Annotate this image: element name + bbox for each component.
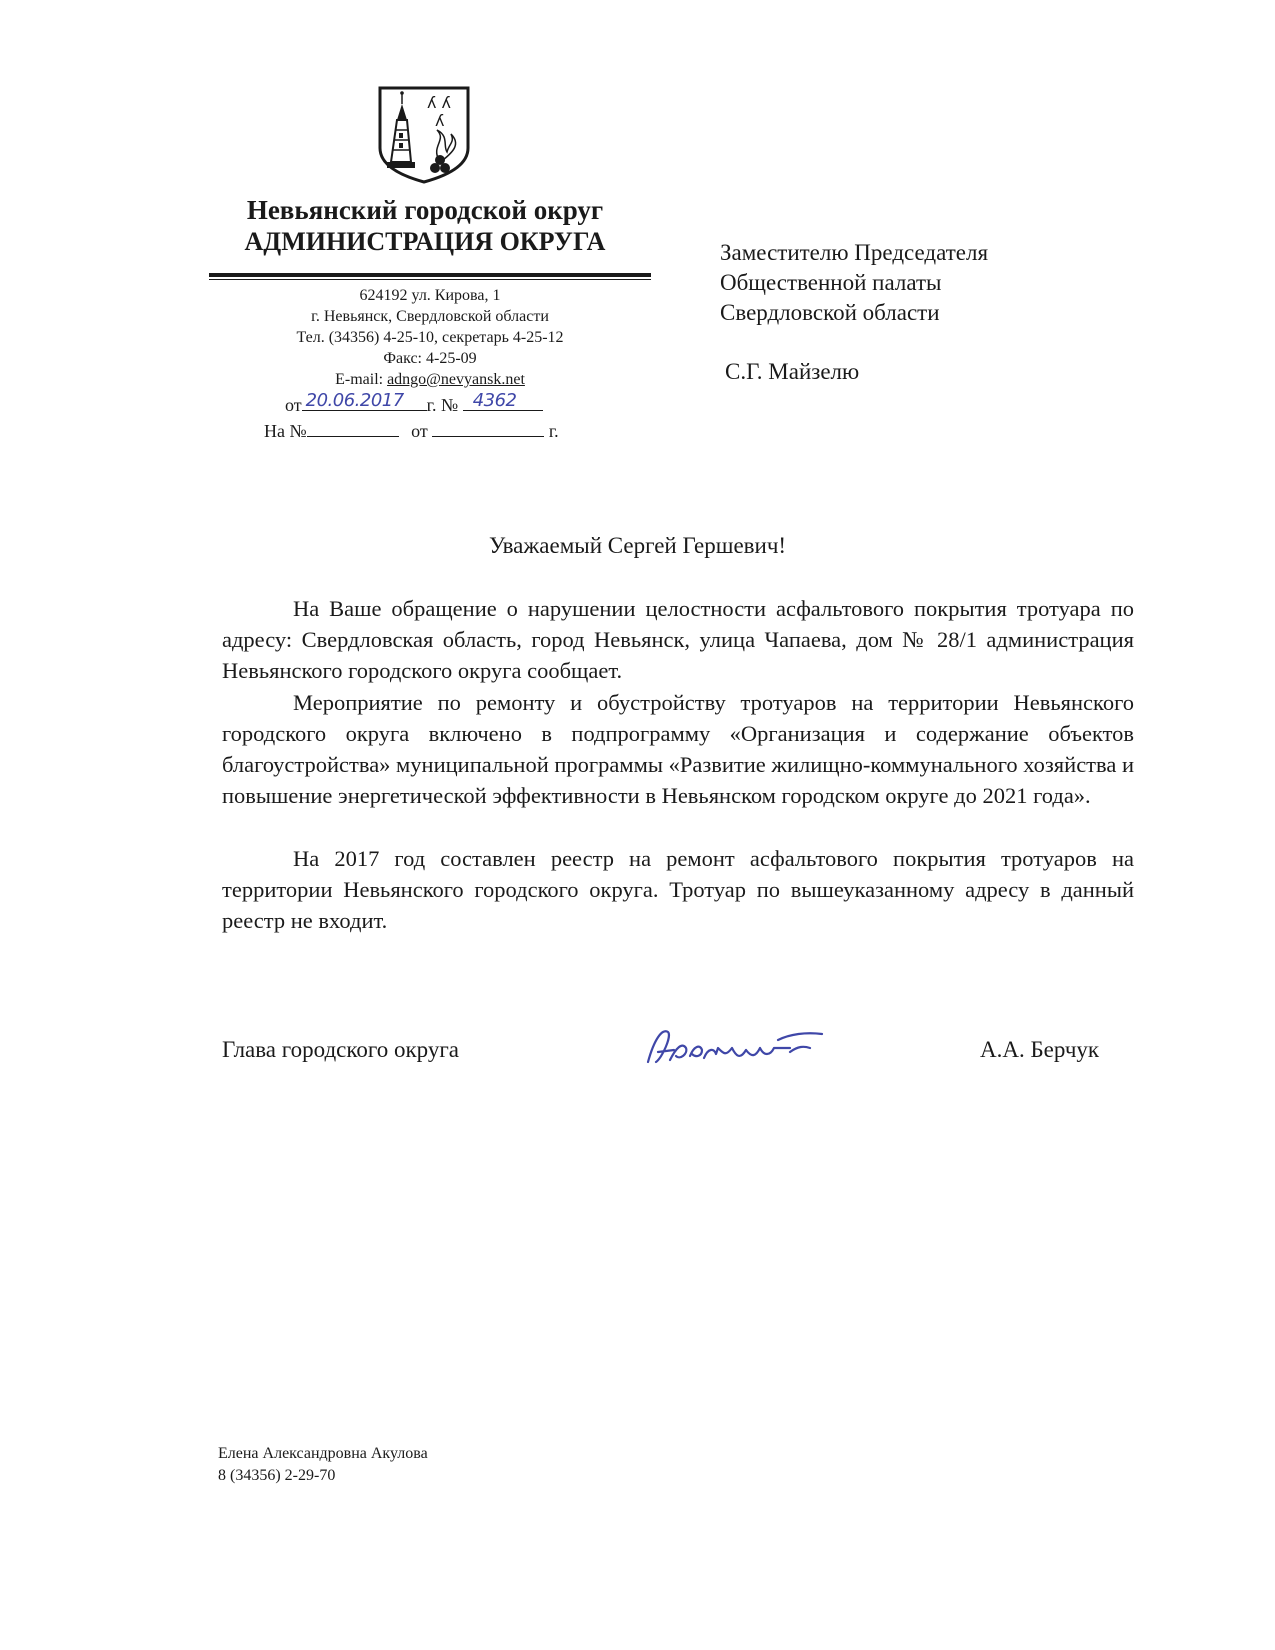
reply-year-suffix: г. — [548, 421, 559, 441]
email-link[interactable]: adngo@nevyansk.net — [387, 371, 525, 388]
reply-registration — [264, 418, 559, 442]
addressee-line-3: Свердловской области — [720, 300, 940, 325]
salutation: Уважаемый Сергей Гершевич! — [488, 533, 787, 558]
svg-text:ʎ: ʎ — [435, 111, 445, 130]
number-handwritten: 4362 — [472, 390, 517, 411]
addressee-name: С.Г. Майзелю — [725, 359, 860, 384]
header-rule-thin — [209, 279, 651, 280]
address-line-2: г. Невьянск, Свердловской области — [311, 308, 549, 325]
outgoing-registration — [285, 392, 543, 416]
header-rule-thick — [209, 273, 651, 277]
signatory-name: А.А. Берчук — [980, 1037, 1100, 1062]
date-handwritten: 20.06.2017 — [305, 390, 404, 411]
handwritten-signature-icon — [640, 1018, 830, 1074]
number-field — [463, 392, 543, 411]
coat-of-arms-icon — [377, 86, 471, 184]
email-label: E-mail: — [335, 371, 388, 388]
body-paragraph: На 2017 год составлен реестр на ремонт асфальтового покрытия тротуаров на территории Невьянского городского округа. Тротуар по вышеуказанному адресу в данный реестр не входит. — [222, 846, 1134, 933]
executor-name: Елена Александровна Акулова — [218, 1445, 428, 1462]
reply-number-field — [307, 418, 399, 437]
org-admin-title: АДМИНИСТРАЦИЯ ОКРУГА — [244, 227, 606, 256]
phone-line: Тел. (34356) 4-25-10, секретарь 4-25-12 — [296, 329, 564, 346]
date-field — [302, 392, 427, 411]
email-line — [250, 370, 610, 390]
org-name: Невьянский городской округ — [246, 195, 604, 225]
executor-phone: 8 (34356) 2-29-70 — [218, 1467, 336, 1484]
reply-date-field — [432, 418, 544, 437]
body-paragraph: На Ваше обращение о нарушении целостности асфальтового покрытия тротуара по адресу: Свердловская область, город Невьянск, улица Чапаева, дом № 28/1 администрация Невьянского городского округа сообщает. — [222, 596, 1134, 683]
reply-to-label: На № — [264, 421, 307, 441]
address-line-1: 624192 ул. Кирова, 1 — [359, 287, 501, 304]
reply-from-label: от — [411, 421, 428, 441]
addressee-line-2: Общественной палаты — [720, 270, 942, 295]
fax-line: Факс: 4-25-09 — [383, 350, 477, 367]
body-paragraph: Мероприятие по ремонту и обустройству тротуаров на территории Невьянского городского округа включено в подпрограмму «Организация и содержание объектов благоустройства» муниципальной программы «Развитие жилищно-коммунального хозяйства и повышение энергетической эффективности в Невьянском городском округе до 2021 года». — [222, 690, 1134, 808]
number-label: № — [441, 395, 459, 415]
from-prefix: от — [285, 395, 302, 415]
svg-text:ʎ ʎ: ʎ ʎ — [427, 93, 452, 112]
year-suffix: г. — [426, 395, 437, 415]
signatory-position: Глава городского округа — [222, 1037, 460, 1062]
addressee-line-1: Заместителю Председателя — [720, 240, 989, 265]
